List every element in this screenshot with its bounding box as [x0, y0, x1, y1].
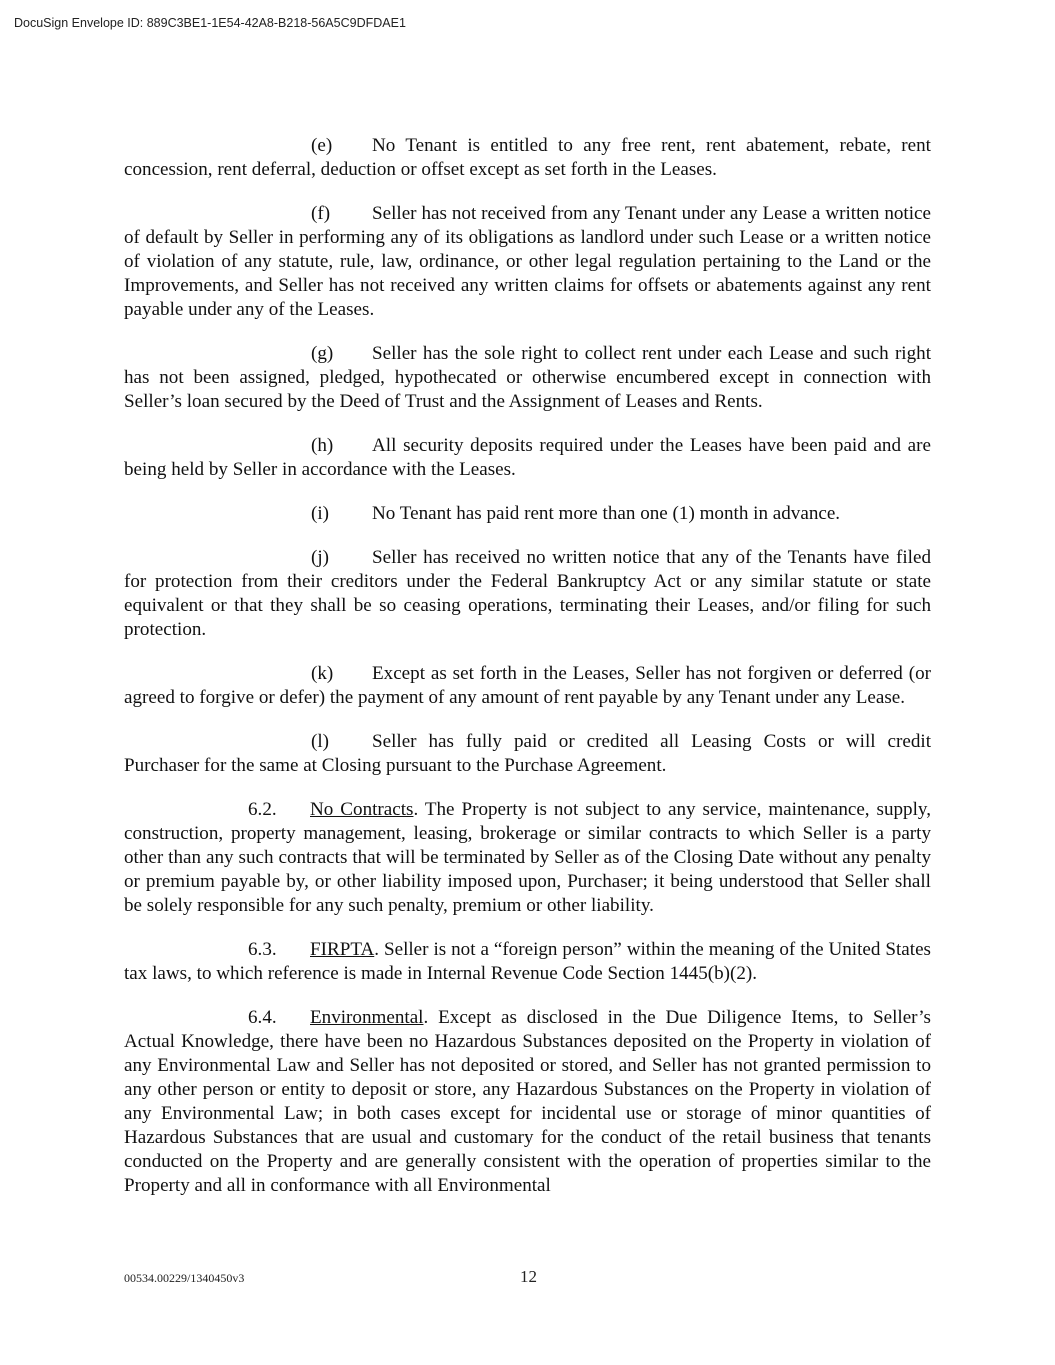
clause-k — [124, 662, 931, 710]
clause-label: (f) — [311, 203, 331, 224]
clause-text: Seller has not received from any Tenant under any Lease a written notice of default by Seller in performing any of its obligations as landlord under such Lease or a written notice of violation of any statute, rule, law, ordinance, or other legal regulation pertaining to the Land or the Improvements, and Seller has not received any written claims for offsets or abatements against any rent payable under any of the Leases. — [124, 203, 931, 320]
clause-text: No Tenant has paid rent more than one (1) month in advance. — [372, 503, 841, 524]
section-heading: FIRPTA — [310, 939, 375, 960]
clause-text: Seller has received no written notice that any of the Tenants have filed for protection from their creditors under the Federal Bankruptcy Act or any similar statute or state equivalent or that they shall be so ceasing operations, terminating their Leases, and/or filing for such protection. — [124, 547, 931, 640]
clause-label: (l) — [311, 731, 330, 752]
clause-f — [124, 202, 931, 322]
section-heading: No Contracts — [310, 799, 414, 820]
clause-i — [124, 502, 931, 526]
clause-text: All security deposits required under the Leases have been paid and are being held by Seller in accordance with the Leases. — [124, 435, 931, 480]
clause-l — [124, 730, 931, 778]
clause-g — [124, 342, 931, 414]
section-text: . Seller is not a “foreign person” within the meaning of the United States tax laws, to which reference is made in Internal Revenue Code Section 1445(b)(2). — [124, 939, 931, 984]
clause-text: No Tenant is entitled to any free rent, rent abatement, rebate, rent concession, rent deferral, deduction or offset except as set forth in the Leases. — [124, 135, 931, 180]
clause-label: (k) — [311, 663, 334, 684]
section-number: 6.4. — [248, 1007, 277, 1028]
footer-doc-number: 00534.00229/1340450v3 — [124, 1271, 245, 1285]
clause-text: Seller has fully paid or credited all Leasing Costs or will credit Purchaser for the same at Closing pursuant to the Purchase Agreement. — [124, 731, 931, 776]
section-6-2 — [124, 798, 931, 918]
section-heading: Environmental — [310, 1007, 424, 1028]
clause-text: Seller has the sole right to collect rent under each Lease and such right has not been assigned, pledged, hypothecated or otherwise encumbered except in connection with Seller’s loan secured by the Deed of Trust and the Assignment of Leases and Rents. — [124, 343, 931, 412]
docusign-envelope-id: DocuSign Envelope ID: 889C3BE1-1E54-42A8-B218-56A5C9DFDAE1 — [14, 16, 406, 30]
document-body — [124, 134, 931, 1218]
clause-label: (i) — [311, 503, 330, 524]
section-6-4 — [124, 1006, 931, 1198]
clause-j — [124, 546, 931, 642]
section-6-3 — [124, 938, 931, 986]
clause-h — [124, 434, 931, 482]
section-number: 6.3. — [248, 939, 277, 960]
section-text: . Except as disclosed in the Due Diligence Items, to Seller’s Actual Knowledge, there have been no Hazardous Substances deposited on the Property in violation of any Environmental Law and Seller has not deposited or stored, and Seller has not granted permission to any other person or entity to deposit or store, any Hazardous Substances on the Property in violation of any Environmental Law; in both cases except for incidental use or storage of minor quantities of Hazardous Substances that are usual and customary for the conduct of the retail business that tenants conducted on the Property and are generally consistent with the operation of properties similar to the Property and all in conformance with all Environmental — [124, 1007, 931, 1196]
section-text: . The Property is not subject to any service, maintenance, supply, construction, property management, leasing, brokerage or similar contracts to which Seller is a party other than any such contracts that will be terminated by Seller as of the Closing Date without any penalty or premium payable by, or other liability imposed upon, Purchaser; it being understood that Seller shall be solely responsible for any such penalty, premium or other liability. — [124, 799, 931, 916]
clause-label: (g) — [311, 343, 334, 364]
section-number: 6.2. — [248, 799, 277, 820]
clause-e — [124, 134, 931, 182]
clause-label: (h) — [311, 435, 334, 456]
clause-label: (j) — [311, 547, 330, 568]
page-number: 12 — [520, 1267, 537, 1286]
clause-label: (e) — [311, 135, 333, 156]
clause-text: Except as set forth in the Leases, Seller has not forgiven or deferred (or agreed to forgive or defer) the payment of any amount of rent payable by any Tenant under any Lease. — [124, 663, 931, 708]
